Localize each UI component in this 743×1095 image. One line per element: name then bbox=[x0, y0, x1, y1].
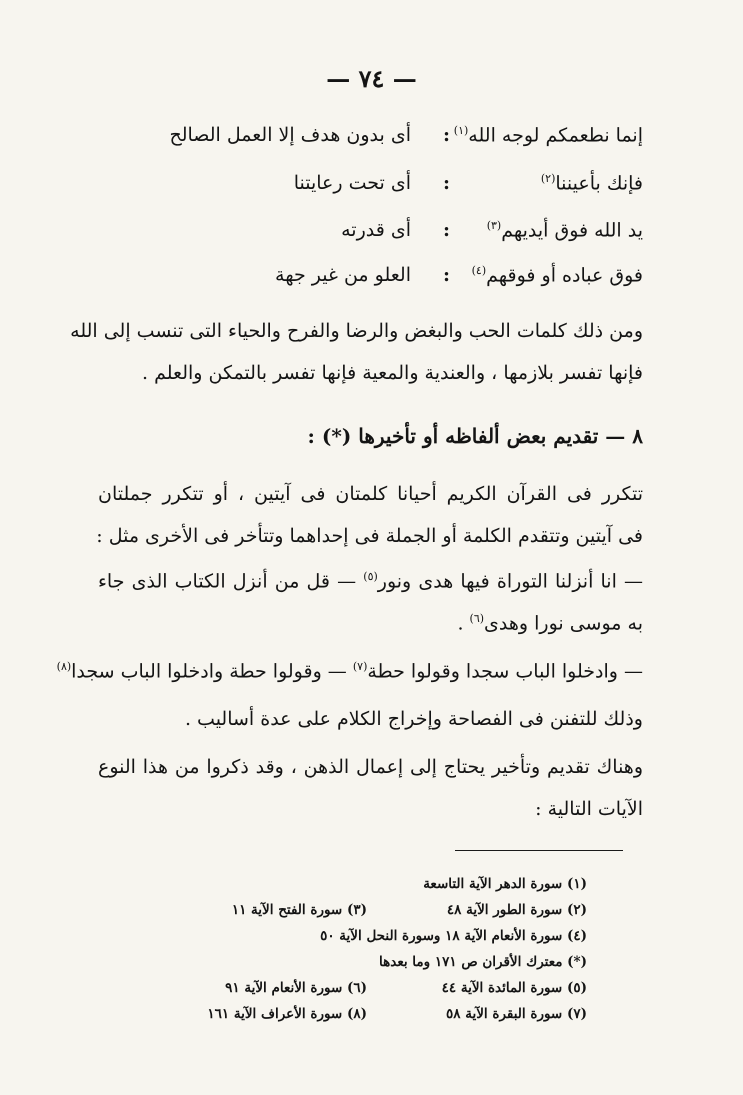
footnote: (٥) سورة المائدة الآية ٤٤ bbox=[441, 980, 587, 996]
page-number: — ٧٤ — bbox=[326, 64, 417, 93]
gloss-colon: : bbox=[442, 172, 450, 194]
gloss-row bbox=[83, 264, 643, 298]
example-line: به موسى نورا وهدى$^{(٦)}$ . bbox=[457, 612, 643, 635]
gloss-meaning: أى بدون هدف إلا العمل الصالح bbox=[169, 124, 411, 146]
footnote-ref: (٥) bbox=[363, 570, 378, 583]
gloss-term: يد الله فوق أيديهم$^{(٣)}$ bbox=[486, 219, 643, 242]
example-line: — وادخلوا الباب سجدا وقولوا حطة$^{(٧)}$ — وقولوا حطة وادخلوا الباب سجدا$^{(٨)}$ bbox=[56, 660, 643, 683]
gloss-colon: : bbox=[442, 124, 450, 146]
footnote: (*) معترك الأقران ص ١٧١ وما بعدها bbox=[379, 954, 587, 970]
footnote-ref: (٦) bbox=[469, 612, 485, 625]
gloss-row bbox=[83, 172, 643, 206]
footnote-ref: (٤) bbox=[471, 264, 487, 277]
footnote: (٧) سورة البقرة الآية ٥٨ bbox=[446, 1006, 587, 1022]
example-line: — انا أنزلنا التوراة فيها هدى ونور$^{(٥)}$ — قل من أنزل الكتاب الذى جاء bbox=[98, 570, 643, 593]
footnote: (٨) سورة الأعراف الآية ١٦١ bbox=[207, 1006, 367, 1022]
footnote: (٣) سورة الفتح الآية ١١ bbox=[231, 902, 367, 918]
footnote: (٤) سورة الأنعام الآية ١٨ وسورة النحل الآية ٥٠ bbox=[320, 928, 587, 944]
footnote-ref: (٣) bbox=[486, 219, 502, 232]
footnote: (٢) سورة الطور الآية ٤٨ bbox=[446, 902, 587, 918]
gloss-row bbox=[83, 124, 643, 158]
body-line: ومن ذلك كلمات الحب والبغض والرضا والفرح والحياء التى تنسب إلى الله bbox=[70, 320, 643, 342]
body-line: فى آيتين وتتقدم الكلمة أو الجملة فى إحداهما وتتأخر فى الأخرى مثل : bbox=[96, 525, 643, 547]
gloss-row bbox=[83, 219, 643, 253]
gloss-term: إنما نطعمكم لوجه الله$^{(١)}$ bbox=[453, 124, 643, 147]
body-line: وذلك للتفنن فى الفصاحة وإخراج الكلام على عدة أساليب . bbox=[184, 708, 643, 730]
footnote: (٦) سورة الأنعام الآية ٩١ bbox=[225, 980, 367, 996]
footnote-ref: (٧) bbox=[352, 660, 368, 673]
body-line: تتكرر فى القرآن الكريم أحيانا كلمتان فى آيتين ، أو تتكرر جملتان bbox=[98, 483, 643, 505]
footnote-ref: (٢) bbox=[540, 172, 556, 185]
gloss-colon: : bbox=[442, 219, 450, 241]
gloss-term: فوق عباده أو فوقهم$^{(٤)}$ bbox=[471, 264, 643, 287]
footnote-ref: (١) bbox=[453, 124, 469, 137]
footnote: (١) سورة الدهر الآية التاسعة bbox=[423, 876, 587, 892]
gloss-meaning: أى قدرته bbox=[341, 219, 411, 241]
body-line: وهناك تقديم وتأخير يحتاج إلى إعمال الذهن ، وقد ذكروا من هذا النوع bbox=[98, 756, 643, 778]
gloss-meaning: أى تحت رعايتنا bbox=[293, 172, 411, 194]
footnote-ref: (٨) bbox=[56, 660, 72, 673]
body-line: الآيات التالية : bbox=[535, 798, 643, 820]
body-line: فإنها تفسر بلازمها ، والعندية والمعية فإنها تفسر بالتمكن والعلم . bbox=[142, 362, 643, 384]
section-heading: ٨ — تقديم بعض ألفاظه أو تأخيرها (*) : bbox=[307, 424, 643, 448]
gloss-colon: : bbox=[442, 264, 450, 286]
gloss-term: فإنك بأعيننا$^{(٢)}$ bbox=[540, 172, 643, 195]
footnote-rule bbox=[455, 850, 623, 851]
gloss-meaning: العلو من غير جهة bbox=[275, 264, 411, 286]
